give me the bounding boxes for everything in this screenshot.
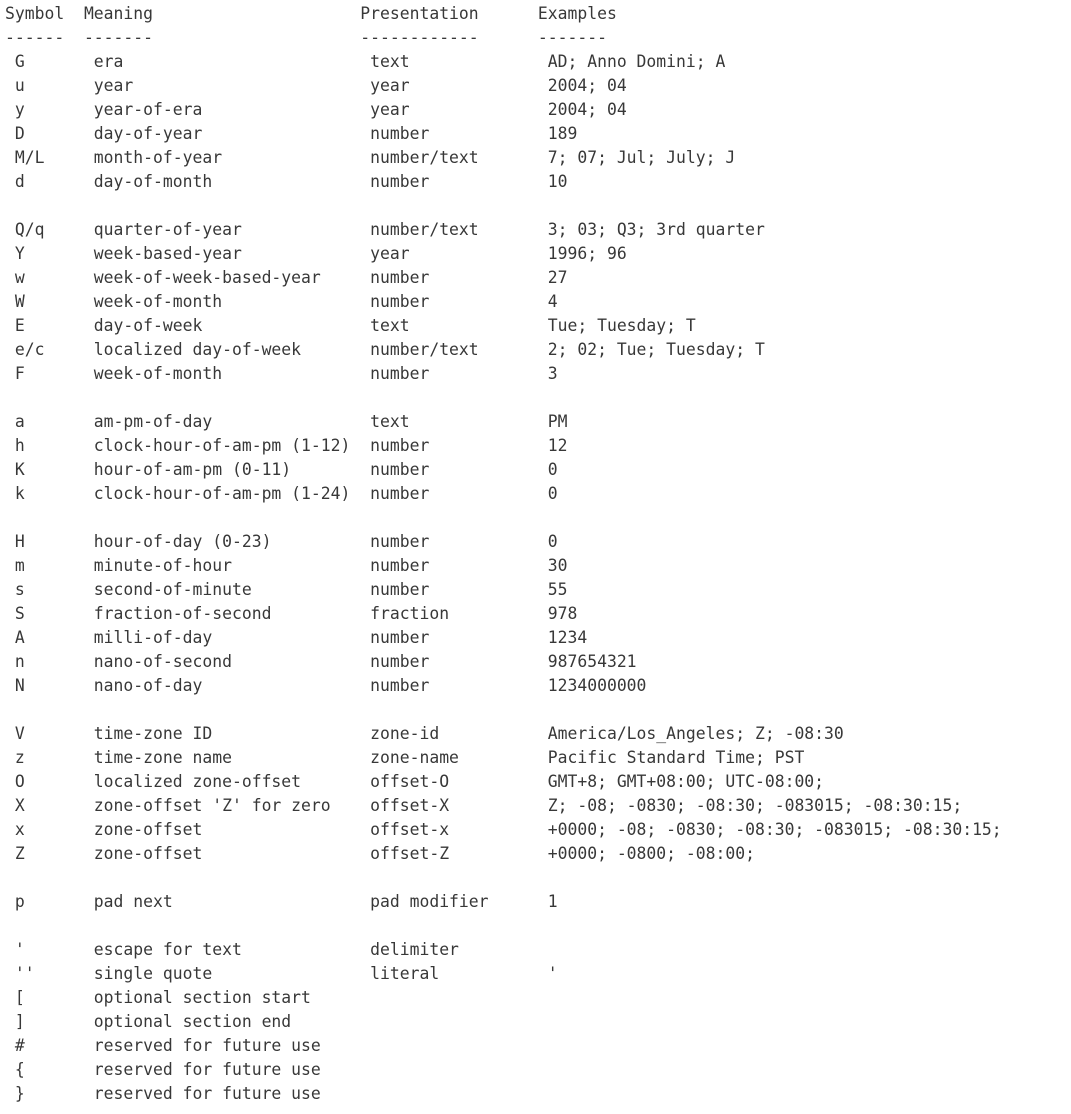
table-row-single-quote: '' single quote literal ' xyxy=(5,964,558,983)
table-row-quarter-of-year: Q/q quarter-of-year number/text 3; 03; Q3; 3rd quarter xyxy=(5,220,765,239)
table-row-optional-section-end: ] optional section end xyxy=(5,1012,292,1031)
table-row-clock-hour-of-am-pm-1-12: h clock-hour-of-am-pm (1-12) number 12 xyxy=(5,436,568,455)
table-row-day-of-week: E day-of-week text Tue; Tuesday; T xyxy=(5,316,696,335)
table-row-localized-zone-offset: O localized zone-offset offset-O GMT+8; GMT+08:00; UTC-08:00; xyxy=(5,772,825,791)
table-row-am-pm-of-day: a am-pm-of-day text PM xyxy=(5,412,568,431)
table-header-divider: ------ ------- ------------ ------- xyxy=(5,28,607,47)
table-row-year: u year year 2004; 04 xyxy=(5,76,627,95)
table-row-nano-of-day: N nano-of-day number 1234000000 xyxy=(5,676,647,695)
table-row-year-of-era: y year-of-era year 2004; 04 xyxy=(5,100,627,119)
table-row-optional-section-start: [ optional section start xyxy=(5,988,311,1007)
blank-line xyxy=(5,386,1002,410)
table-row-milli-of-day: A milli-of-day number 1234 xyxy=(5,628,588,647)
blank-line xyxy=(5,194,1002,218)
blank-line xyxy=(5,698,1002,722)
table-row-zone-offset-x-lower: x zone-offset offset-x +0000; -08; -0830; -08:30; -083015; -08:30:15; xyxy=(5,820,1002,839)
table-row-week-of-month-w: W week-of-month number 4 xyxy=(5,292,558,311)
table-row-day-of-year: D day-of-year number 189 xyxy=(5,124,578,143)
table-row-second-of-minute: s second-of-minute number 55 xyxy=(5,580,568,599)
table-row-reserved-open-brace: { reserved for future use xyxy=(5,1060,321,1079)
table-row-day-of-month: d day-of-month number 10 xyxy=(5,172,568,191)
table-row-hour-of-day: H hour-of-day (0-23) number 0 xyxy=(5,532,558,551)
table-row-minute-of-hour: m minute-of-hour number 30 xyxy=(5,556,568,575)
table-row-clock-hour-of-am-pm-1-24: k clock-hour-of-am-pm (1-24) number 0 xyxy=(5,484,558,503)
table-row-nano-of-second: n nano-of-second number 987654321 xyxy=(5,652,637,671)
table-row-escape-for-text: ' escape for text delimiter xyxy=(5,940,459,959)
table-row-week-of-month-f: F week-of-month number 3 xyxy=(5,364,558,383)
table-row-era: G era text AD; Anno Domini; A xyxy=(5,52,726,71)
table-header-row: Symbol Meaning Presentation Examples xyxy=(5,4,617,23)
table-row-time-zone-id: V time-zone ID zone-id America/Los_Angeles; Z; -08:30 xyxy=(5,724,844,743)
table-row-reserved-close-brace: } reserved for future use xyxy=(5,1084,321,1103)
table-row-pad-next: p pad next pad modifier 1 xyxy=(5,892,558,911)
table-row-week-of-week-based-year: w week-of-week-based-year number 27 xyxy=(5,268,568,287)
format-symbol-table xyxy=(5,2,1002,1106)
table-row-month-of-year: M/L month-of-year number/text 7; 07; Jul; July; J xyxy=(5,148,736,167)
blank-line xyxy=(5,506,1002,530)
table-row-localized-day-of-week: e/c localized day-of-week number/text 2; 02; Tue; Tuesday; T xyxy=(5,340,765,359)
blank-line xyxy=(5,866,1002,890)
table-row-zone-offset-z: Z zone-offset offset-Z +0000; -0800; -08:00; xyxy=(5,844,755,863)
table-row-reserved-hash: # reserved for future use xyxy=(5,1036,321,1055)
table-row-hour-of-am-pm: K hour-of-am-pm (0-11) number 0 xyxy=(5,460,558,479)
table-row-fraction-of-second: S fraction-of-second fraction 978 xyxy=(5,604,578,623)
table-row-week-based-year: Y week-based-year year 1996; 96 xyxy=(5,244,627,263)
blank-line xyxy=(5,914,1002,938)
table-row-zone-offset-x-upper: X zone-offset 'Z' for zero offset-X Z; -08; -0830; -08:30; -083015; -08:30:15; xyxy=(5,796,963,815)
table-row-time-zone-name: z time-zone name zone-name Pacific Standard Time; PST xyxy=(5,748,805,767)
